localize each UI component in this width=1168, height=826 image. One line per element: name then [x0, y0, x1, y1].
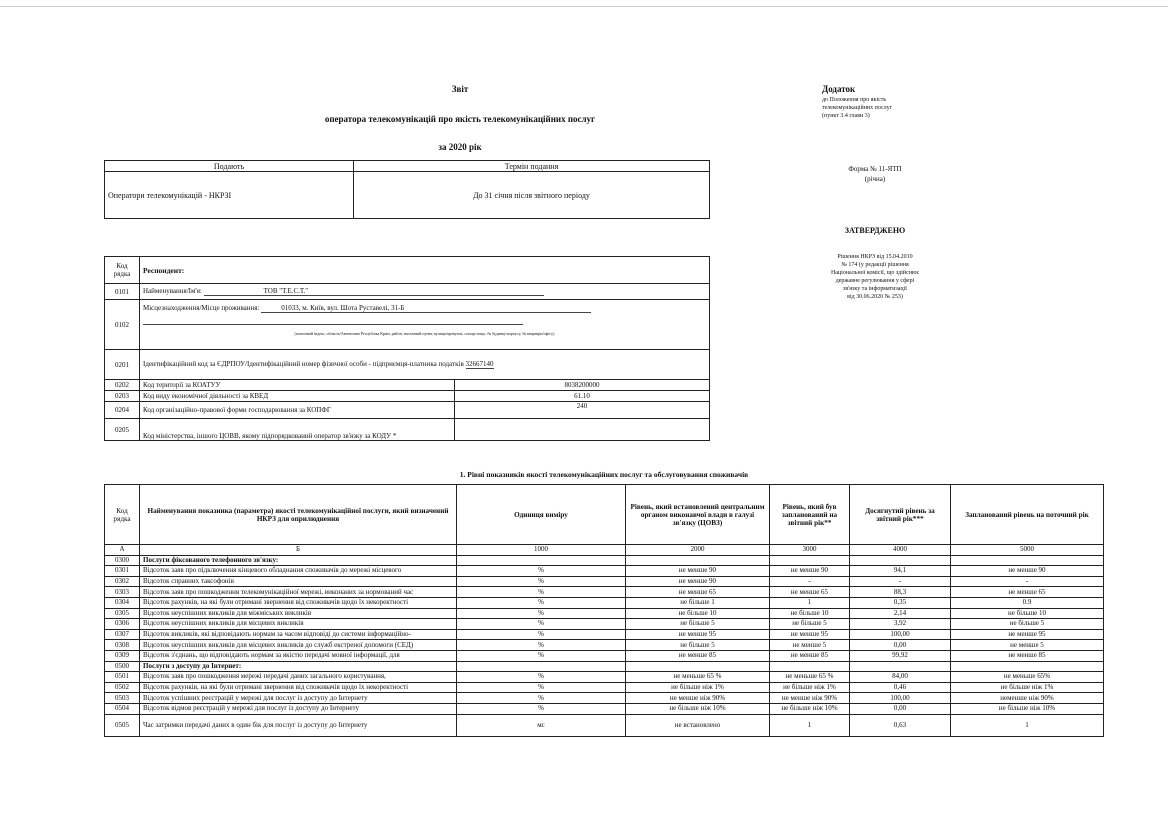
table-row: [105, 682, 1104, 693]
code-value: [455, 419, 710, 441]
table-row: [105, 693, 1104, 704]
cozv-level: [626, 555, 770, 566]
cozv-level: не більше 10: [626, 608, 770, 619]
decision-line: № 174 (у редакції рішення: [841, 262, 909, 268]
current-plan: не більше ніж 10%: [951, 703, 1104, 714]
indicator-name: Відсоток відмов реєстрацій у мережі для послуг із доступу до Інтернету: [140, 703, 457, 714]
current-plan: не меньше 65%: [951, 672, 1104, 683]
current-plan: -: [951, 576, 1104, 587]
table-row: [105, 597, 1104, 608]
top-border-line: [0, 6, 1168, 7]
address-extra-line: [143, 315, 523, 325]
row-code: 0101: [105, 284, 140, 300]
indicator-name: Послуги з доступу до Інтернет:: [140, 661, 457, 672]
indicator-name: Відсоток заяв про пошкодження телекомунікаційної мережі, виконаних за нормований час: [140, 587, 457, 598]
col-code: Б: [140, 545, 457, 556]
table-row: [105, 640, 1104, 651]
planned-level: не більше 5: [770, 619, 850, 630]
table-row: [105, 672, 1104, 683]
current-plan: не більше 10: [951, 608, 1104, 619]
planned-level: 1: [770, 597, 850, 608]
report-title: Звіт: [451, 84, 469, 94]
deadline-header: Термін подання: [354, 161, 710, 172]
field-label: Ідентифікаційний код за ЄДРПОУ/Ідентифікаційний номер фізичної особи - підприємця-платника податків: [143, 360, 464, 368]
section-row: [105, 661, 1104, 672]
unit: [457, 555, 626, 566]
achieved-level: 100,00: [850, 693, 951, 704]
form-number: Форма № 11-ЯТП: [848, 165, 902, 173]
col-code: 1000: [457, 545, 626, 556]
cozv-level: не менше 95: [626, 629, 770, 640]
code-column-header: Код рядка: [105, 257, 140, 284]
decision-line: від 30.06.2020 № 253): [847, 294, 903, 300]
row-code: 0307: [105, 629, 140, 640]
respondent-id-row: [140, 350, 710, 380]
table-body: [105, 555, 1104, 736]
decision-line: Рішення НКРЗ від 15.04.2010: [837, 254, 913, 260]
planned-level: не менше 65: [770, 587, 850, 598]
achieved-level: 84,00: [850, 672, 951, 683]
achieved-level: 99,92: [850, 650, 951, 661]
planned-level: не більше ніж 10%: [770, 703, 850, 714]
respondent-header: Респондент:: [140, 257, 710, 284]
cozv-level: не більше ніж 10%: [626, 703, 770, 714]
respondent-name-value: ТОВ "Т.Е.С.Т.": [204, 287, 544, 296]
indicator-name: Відсоток викликів, які відповідають нормам за часом відповіді до системи інформаційно-: [140, 629, 457, 640]
row-code: 0205: [105, 419, 140, 441]
section-row: [105, 555, 1104, 566]
field-label: Місцезнаходження/Місце проживання:: [143, 304, 260, 312]
unit: мс: [457, 714, 626, 736]
table-row: [105, 566, 1104, 577]
row-code: 0309: [105, 650, 140, 661]
current-plan: не менше 95: [951, 629, 1104, 640]
table-row: [105, 650, 1104, 661]
current-plan: не менше 85: [951, 650, 1104, 661]
row-code: 0300: [105, 555, 140, 566]
row-code: 0302: [105, 576, 140, 587]
row-code: 0501: [105, 672, 140, 683]
cozv-level: не менше 85: [626, 650, 770, 661]
unit: %: [457, 587, 626, 598]
unit: %: [457, 629, 626, 640]
indicator-name: Відсоток неуспішних викликів для місцевих викликів: [140, 619, 457, 630]
unit: %: [457, 597, 626, 608]
row-code: 0102: [105, 300, 140, 350]
approval-decision: [805, 253, 945, 301]
achieved-level: [850, 555, 951, 566]
cozv-level: [626, 661, 770, 672]
annex-line: (пункт 3.4 глави 3): [822, 113, 870, 119]
report-subtitle: оператора телекомунікацій про якість телекомунікаційних послуг: [324, 114, 596, 124]
indicator-name: Відсоток неуспішних викликів для міжміських викликів: [140, 608, 457, 619]
col-code: 3000: [770, 545, 850, 556]
current-plan: неменше ніж 90%: [951, 693, 1104, 704]
code-label: Код міністерства, іншого ЦОВВ, якому підпорядкований оператор зв'язку за КОДУ *: [140, 419, 455, 441]
annex-line: телекомунікаційних послуг: [822, 105, 893, 111]
unit: [457, 661, 626, 672]
code-label: Код території за КОАТУУ: [140, 380, 455, 391]
submission-table: [104, 160, 710, 219]
quality-indicators-table: [104, 484, 1104, 737]
unit: %: [457, 576, 626, 587]
col-code: А: [105, 545, 140, 556]
col-header-planned-level: Рівень, який був запланований на звітний рік**: [770, 485, 850, 545]
row-code: 0204: [105, 402, 140, 419]
planned-level: не менше 5: [770, 640, 850, 651]
planned-level: не менше 95: [770, 629, 850, 640]
indicator-name: Послуги фіксованого телефонного зв'язку:: [140, 555, 457, 566]
achieved-level: 100,00: [850, 629, 951, 640]
achieved-level: 94,1: [850, 566, 951, 577]
indicator-name: Відсоток неуспішних викликів для місцевих викликів до служб екстреної допомоги (СЕД): [140, 640, 457, 651]
row-code: 0504: [105, 703, 140, 714]
current-plan: [951, 661, 1104, 672]
unit: %: [457, 640, 626, 651]
cozv-level: не менше 90: [626, 566, 770, 577]
unit: %: [457, 703, 626, 714]
deadline-value: До 31 січня після звітного періоду: [354, 172, 710, 219]
indicator-name: Відсоток з'єднань, що відповідають нормам за якістю передачі мовної інформації, для: [140, 650, 457, 661]
unit: %: [457, 608, 626, 619]
unit: %: [457, 619, 626, 630]
indicator-name: Відсоток рахунків, на які були отримані звернення від споживачів щодо їх некоректності: [140, 597, 457, 608]
planned-level: не меньше 65 %: [770, 672, 850, 683]
code-label: Код виду економічної діяльності за КВЕД: [140, 391, 455, 402]
row-code: 0203: [105, 391, 140, 402]
row-code: 0503: [105, 693, 140, 704]
achieved-level: 2,14: [850, 608, 951, 619]
section-title: 1. Рівні показників якості телекомунікаційних послуг та обслуговування споживачів: [459, 470, 749, 479]
unit: %: [457, 566, 626, 577]
respondent-id-value: 32667140: [465, 360, 494, 368]
row-code: 0304: [105, 597, 140, 608]
table-row: [105, 629, 1104, 640]
cozv-level: не встановлено: [626, 714, 770, 736]
annex-line: до Положення про якість: [822, 97, 887, 103]
unit: %: [457, 650, 626, 661]
respondent-table: [104, 256, 710, 441]
planned-level: не більше 10: [770, 608, 850, 619]
submitters-value: Оператори телекомунікацій - НКРЗІ: [105, 172, 354, 219]
table-row: [105, 703, 1104, 714]
row-code: 0505: [105, 714, 140, 736]
achieved-level: 0,35: [850, 597, 951, 608]
current-plan: не менше 90: [951, 566, 1104, 577]
row-code: 0201: [105, 350, 140, 380]
planned-level: [770, 661, 850, 672]
indicator-name: Відсоток рахунків, на які були отримані звернення від споживачів щодо їх некоректності: [140, 682, 457, 693]
planned-level: [770, 555, 850, 566]
col-code: 2000: [626, 545, 770, 556]
unit: %: [457, 672, 626, 683]
unit: %: [457, 693, 626, 704]
current-plan: 0.9: [951, 597, 1104, 608]
row-code: 0202: [105, 380, 140, 391]
cozv-level: не менше 90: [626, 576, 770, 587]
code-value: 8038200000: [455, 380, 710, 391]
current-plan: не більше 5: [951, 619, 1104, 630]
achieved-level: 0,00: [850, 703, 951, 714]
annex-title: Додаток: [822, 84, 856, 94]
current-plan: не більше ніж 1%: [951, 682, 1104, 693]
decision-line: Національної комісії, що здійснює: [830, 270, 920, 276]
indicator-name: Відсоток заяв про підключення кінцевого обладнання споживачів до мережі місцевого: [140, 566, 457, 577]
respondent-address-row: [140, 300, 710, 350]
annex-text: [822, 96, 932, 120]
col-header-unit: Одиниця виміру: [457, 485, 626, 545]
row-code: 0303: [105, 587, 140, 598]
cozv-level: не більше 5: [626, 640, 770, 651]
submitters-header: Подають: [105, 161, 354, 172]
achieved-level: 3,92: [850, 619, 951, 630]
form-period: (річна): [864, 175, 886, 183]
achieved-level: -: [850, 576, 951, 587]
achieved-level: 0,63: [850, 714, 951, 736]
cozv-level: не більше 1: [626, 597, 770, 608]
cozv-level: не менше 65: [626, 587, 770, 598]
planned-level: -: [770, 576, 850, 587]
field-label: Найменування/Ім'я:: [143, 287, 202, 295]
planned-level: не менше 85: [770, 650, 850, 661]
col-header-cozv-level: Рівень, який встановлений центральним органом виконавчої влади в галузі зв'язку (ЦОВЗ): [626, 485, 770, 545]
indicator-name: Відсоток успішних реєстрацій у мережі для послуг із доступу до Інтернету: [140, 693, 457, 704]
code-value: 61.10: [455, 391, 710, 402]
col-header-indicator: Найменування показника (параметра) якості телекомунікаційної послуги, який визначений НКРЗ для оприлюднення: [140, 485, 457, 545]
row-code: 0500: [105, 661, 140, 672]
table-row: [105, 619, 1104, 630]
respondent-address-value: 01033, м. Київ, вул. Шота Руставелі, 31-Б: [261, 304, 591, 313]
current-plan: не менше 5: [951, 640, 1104, 651]
row-code: 0502: [105, 682, 140, 693]
table-row: [105, 587, 1104, 598]
col-header-achieved-level: Досягнутий рівень за звітний рік***: [850, 485, 951, 545]
decision-line: зв'язку та інформатизації: [843, 286, 907, 292]
code-value: 240: [455, 402, 710, 419]
row-code: 0305: [105, 608, 140, 619]
col-code: 4000: [850, 545, 951, 556]
approved-label: ЗАТВЕРДЖЕНО: [844, 226, 906, 235]
planned-level: не менше ніж 90%: [770, 693, 850, 704]
col-header-current-plan: Запланований рівень на поточний рік: [951, 485, 1104, 545]
cozv-level: не більше 5: [626, 619, 770, 630]
planned-level: не менше 90: [770, 566, 850, 577]
current-plan: не менше 65: [951, 587, 1104, 598]
row-code: 0308: [105, 640, 140, 651]
planned-level: не більше ніж 1%: [770, 682, 850, 693]
achieved-level: 88,3: [850, 587, 951, 598]
indicator-name: Відсоток заяв про пошкодження мережі передачі даних загального користування,: [140, 672, 457, 683]
cozv-level: не менше ніж 90%: [626, 693, 770, 704]
indicator-name: Час затримки передачі даних в один бік для послуг із доступу до Інтернету: [140, 714, 457, 736]
col-code: 5000: [951, 545, 1104, 556]
current-plan: 1: [951, 714, 1104, 736]
report-year: за 2020 рік: [438, 142, 482, 152]
planned-level: 1: [770, 714, 850, 736]
decision-line: державне регулювання у сфері: [835, 278, 915, 284]
row-code: 0306: [105, 619, 140, 630]
achieved-level: 0,00: [850, 640, 951, 651]
code-label: Код організаційно-правової форми господарювання за КОПФГ: [140, 402, 455, 419]
cozv-level: не меньше 65 %: [626, 672, 770, 683]
unit: %: [457, 682, 626, 693]
achieved-level: [850, 661, 951, 672]
cozv-level: не більше ніж 1%: [626, 682, 770, 693]
indicator-name: Відсоток справних таксофонів: [140, 576, 457, 587]
row-code: 0301: [105, 566, 140, 577]
table-row: [105, 576, 1104, 587]
current-plan: [951, 555, 1104, 566]
achieved-level: 0,46: [850, 682, 951, 693]
respondent-name-row: [140, 284, 710, 300]
table-row: [105, 714, 1104, 736]
col-header-code: Код рядка: [105, 485, 140, 545]
table-row: [105, 608, 1104, 619]
address-note: (поштовий індекс, область/Автономна Республіка Крим, район, населений пункт, вулиця/провулок, площа тощо, № будинку/корпусу, № квартири/офісу): [294, 331, 555, 336]
